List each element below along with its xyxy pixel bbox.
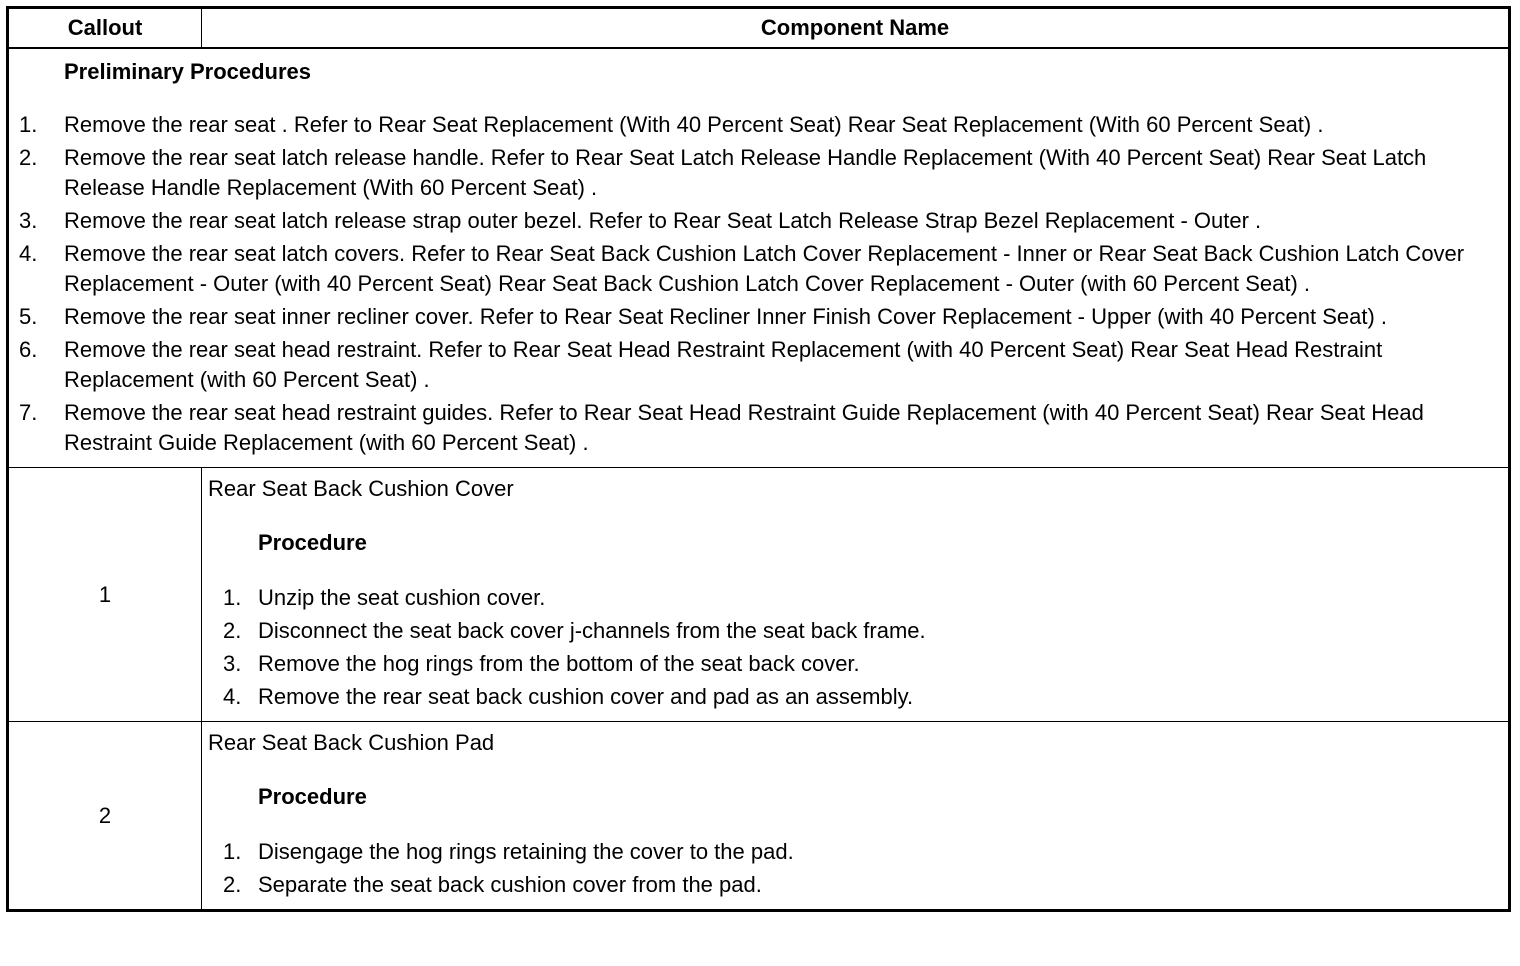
preliminary-title: Preliminary Procedures (64, 59, 312, 84)
table-row (8, 468, 1510, 722)
step-number: 5. (19, 304, 38, 329)
procedure-heading: Procedure (258, 784, 367, 809)
step-number: 4. (19, 241, 38, 266)
step-number: 2. (223, 618, 242, 643)
list-item (223, 616, 1502, 646)
step-text: Remove the rear seat inner recliner cover. Refer to Rear Seat Recliner Inner Finish Cover Replacement - Upper (with 40 Percent Seat) . (64, 304, 1388, 329)
list-item (19, 398, 1502, 458)
step-number: 6. (19, 337, 38, 362)
step-text: Remove the rear seat latch covers. Refer to Rear Seat Back Cushion Latch Cover Replacement - Inner or Rear Seat Back Cushion Latch Cover Replacement - Outer (with 40 Percent Seat) Rear Seat Back Cushion Latch Cover Replacement - Outer (with 60 Percent Seat) . (64, 241, 1465, 296)
table-row (8, 722, 1510, 911)
callout-header: Callout (8, 8, 202, 49)
step-number: 1. (223, 585, 242, 610)
step-text: Unzip the seat cushion cover. (258, 585, 546, 610)
component-name: Rear Seat Back Cushion Cover (208, 476, 514, 501)
list-item (19, 110, 1502, 140)
step-number: 2. (223, 872, 242, 897)
step-text: Remove the rear seat . Refer to Rear Seat Replacement (With 40 Percent Seat) Rear Seat Replacement (With 60 Percent Seat) . (64, 112, 1324, 137)
step-number: 1. (223, 839, 242, 864)
list-item (19, 206, 1502, 236)
list-item (223, 682, 1502, 712)
step-number: 7. (19, 400, 38, 425)
list-item (223, 583, 1502, 613)
step-text: Remove the rear seat head restraint guides. Refer to Rear Seat Head Restraint Guide Replacement (with 40 Percent Seat) Rear Seat Head Restraint Guide Replacement (with 60 Percent Seat) . (64, 400, 1424, 455)
step-text: Disconnect the seat back cover j-channels from the seat back frame. (258, 618, 926, 643)
procedure-steps (223, 583, 1502, 712)
procedure-steps (223, 837, 1502, 900)
component-name: Rear Seat Back Cushion Pad (208, 730, 495, 755)
step-number: 2. (19, 145, 38, 170)
header-row (8, 8, 1510, 49)
list-item (223, 649, 1502, 679)
preliminary-row (8, 48, 1510, 468)
step-number: 1. (19, 112, 38, 137)
component-cell (202, 468, 1510, 722)
list-item (19, 302, 1502, 332)
list-item (19, 239, 1502, 299)
step-text: Separate the seat back cushion cover from the pad. (258, 872, 762, 897)
list-item (223, 837, 1502, 867)
preliminary-cell (8, 48, 1510, 468)
component-cell (202, 722, 1510, 911)
list-item (19, 143, 1502, 203)
procedure-heading: Procedure (258, 530, 367, 555)
component-name-header: Component Name (202, 8, 1510, 49)
preliminary-steps (19, 110, 1502, 458)
callout-number: 2 (8, 722, 202, 911)
step-text: Disengage the hog rings retaining the cover to the pad. (258, 839, 794, 864)
list-item (223, 870, 1502, 900)
procedure-table (6, 6, 1511, 912)
step-number: 3. (223, 651, 242, 676)
step-text: Remove the rear seat latch release handle. Refer to Rear Seat Latch Release Handle Replacement (With 40 Percent Seat) Rear Seat Latch Release Handle Replacement (With 60 Percent Seat) . (64, 145, 1427, 200)
step-number: 4. (223, 684, 242, 709)
callout-number: 1 (8, 468, 202, 722)
step-text: Remove the rear seat head restraint. Refer to Rear Seat Head Restraint Replacement (with 40 Percent Seat) Rear Seat Head Restraint Replacement (with 60 Percent Seat) . (64, 337, 1383, 392)
step-text: Remove the rear seat back cushion cover and pad as an assembly. (258, 684, 914, 709)
list-item (19, 335, 1502, 395)
step-text: Remove the rear seat latch release strap outer bezel. Refer to Rear Seat Latch Release Strap Bezel Replacement - Outer . (64, 208, 1262, 233)
step-number: 3. (19, 208, 38, 233)
step-text: Remove the hog rings from the bottom of the seat back cover. (258, 651, 860, 676)
